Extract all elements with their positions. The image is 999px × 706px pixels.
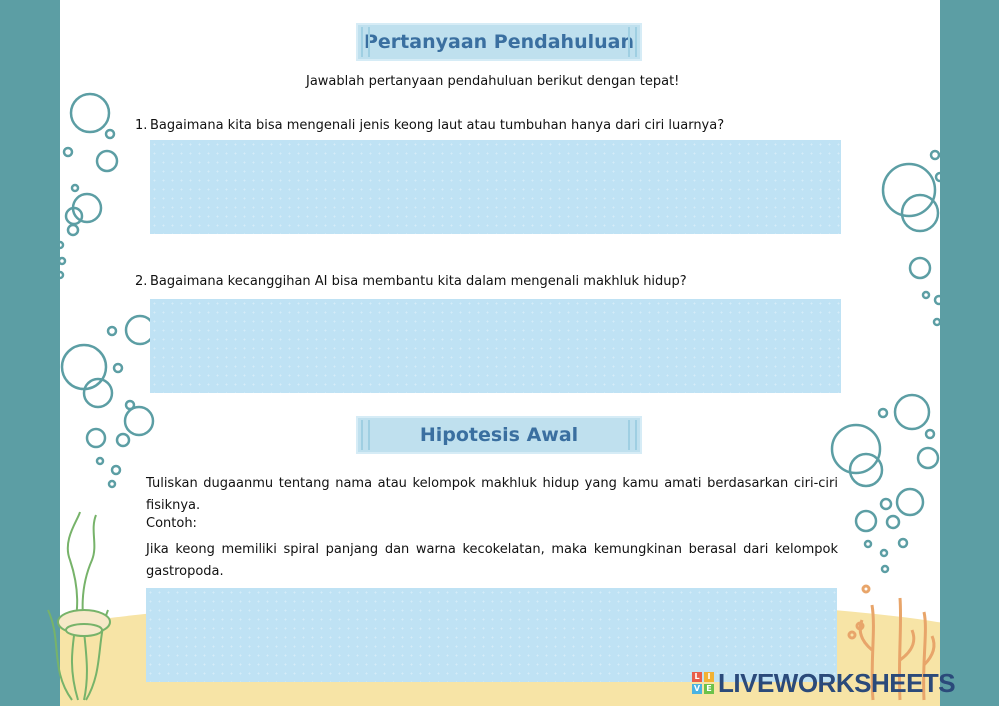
liveworksheets-logo-icon bbox=[692, 672, 714, 694]
question-1-number: 1. bbox=[135, 118, 148, 133]
example-label: Contoh: bbox=[146, 516, 197, 531]
question-1-text: Bagaimana kita bisa mengenali jenis keong laut atau tumbuhan hanya dari ciri luarnya? bbox=[150, 118, 725, 133]
hypothesis-prompt: Tuliskan dugaanmu tentang nama atau kelompok makhluk hidup yang kamu amati berdasarkan ciri-ciri fisiknya. bbox=[146, 476, 838, 513]
section-title-pertanyaan: Pertanyaan Pendahuluan bbox=[356, 23, 642, 61]
answer-field-question-2[interactable] bbox=[150, 299, 841, 393]
liveworksheets-logo-text: LIVEWORKSHEETS bbox=[718, 667, 956, 698]
logo-letter-i: I bbox=[704, 672, 714, 682]
logo-letter-l: L bbox=[692, 672, 702, 682]
answer-field-question-1[interactable] bbox=[150, 140, 841, 234]
section-title-hipotesis: Hipotesis Awal bbox=[356, 416, 642, 454]
question-2-text: Bagaimana kecanggihan AI bisa membantu kita dalam mengenali makhluk hidup? bbox=[150, 274, 687, 289]
example-text: Jika keong memiliki spiral panjang dan warna kecokelatan, maka kemungkinan berasal dari kelompok gastropoda. bbox=[146, 542, 838, 579]
instruction-text: Jawablah pertanyaan pendahuluan berikut dengan tepat! bbox=[306, 74, 680, 89]
liveworksheets-logo bbox=[692, 668, 955, 698]
logo-letter-v: V bbox=[693, 684, 701, 693]
logo-letter-e: E bbox=[704, 684, 714, 694]
question-2-number: 2. bbox=[135, 274, 148, 289]
